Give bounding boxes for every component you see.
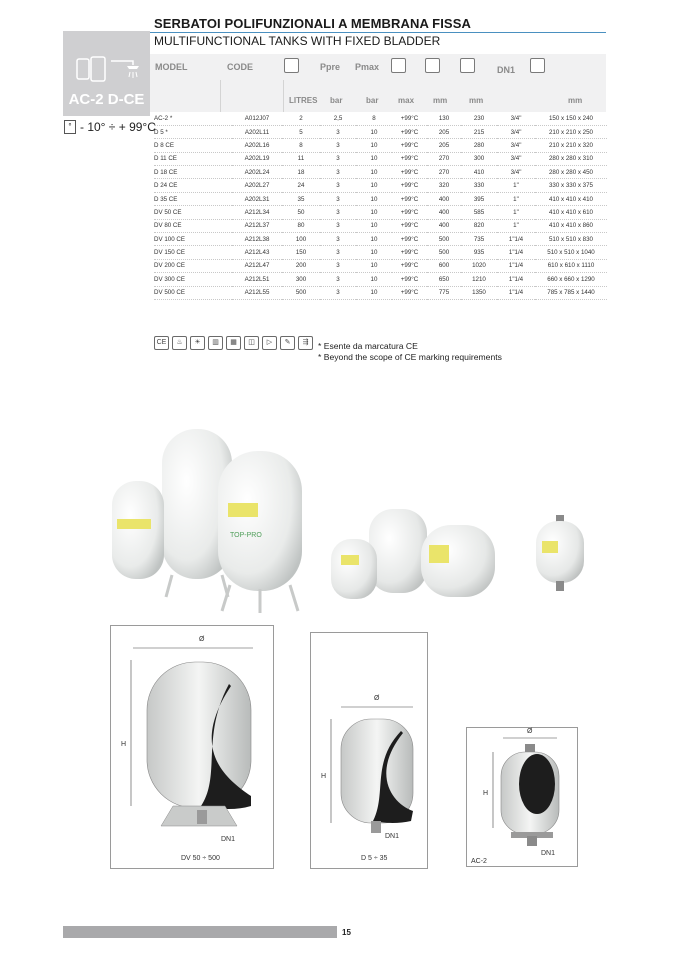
table-cell: 130: [427, 112, 461, 125]
table-cell: 24: [282, 179, 320, 192]
col-dn1-header: DN1: [497, 65, 516, 75]
table-cell: 280 x 280 x 310: [535, 152, 607, 165]
table-cell: 3: [320, 125, 356, 138]
product-photo-small-tanks: [325, 505, 500, 605]
table-cell: 600: [427, 259, 461, 272]
table-row: [154, 152, 607, 165]
table-cell: 2,5: [320, 112, 356, 125]
table-cell: +99°C: [392, 192, 427, 205]
height-icon: [460, 58, 475, 73]
table-cell: 500: [282, 286, 320, 299]
note-italian: * Esente da marcatura CE: [318, 341, 418, 351]
table-cell: 1"1/4: [497, 233, 535, 246]
table-cell: AC-2 *: [154, 112, 232, 125]
table-cell: +99°C: [392, 246, 427, 259]
table-cell: D 18 CE: [154, 166, 232, 179]
cert-icon: ◫: [244, 336, 259, 350]
table-cell: +99°C: [392, 139, 427, 152]
drawing-ac2: [466, 727, 578, 867]
table-cell: 3/4": [497, 139, 535, 152]
water-icon: ▥: [208, 336, 223, 350]
table-cell: A212L51: [232, 273, 282, 286]
drawing-range-label: D 5 ÷ 35: [361, 855, 388, 862]
table-row: [154, 179, 607, 192]
table-cell: 10: [356, 179, 392, 192]
ce-mark-icon: CE: [154, 336, 169, 350]
table-cell: 10: [356, 259, 392, 272]
table-cell: 3: [320, 152, 356, 165]
dim-height-label: H: [483, 790, 489, 797]
table-cell: 270: [427, 152, 461, 165]
table-row: [154, 206, 607, 219]
solar-icon: ☀: [190, 336, 205, 350]
table-cell: 3/4": [497, 112, 535, 125]
table-cell: 10: [356, 139, 392, 152]
table-cell: +99°C: [392, 259, 427, 272]
table-cell: DV 150 CE: [154, 246, 232, 259]
table-cell: 585: [461, 206, 497, 219]
spec-table: [154, 112, 607, 300]
table-cell: +99°C: [392, 273, 427, 286]
table-cell: 10: [356, 206, 392, 219]
tank-drawing-ac2: [467, 728, 579, 868]
table-row: [154, 192, 607, 205]
table-cell: D 24 CE: [154, 179, 232, 192]
unit-litres: LITRES: [289, 96, 318, 105]
table-cell: 300: [461, 152, 497, 165]
table-cell: 10: [356, 273, 392, 286]
unit-height: mm: [469, 96, 484, 105]
table-cell: 3: [320, 259, 356, 272]
table-cell: 10: [356, 286, 392, 299]
table-cell: 1"1/4: [497, 259, 535, 272]
drawing-d-series: [310, 632, 428, 869]
table-cell: 785 x 785 x 1440: [535, 286, 607, 299]
table-cell: 10: [356, 152, 392, 165]
table-cell: 3: [320, 286, 356, 299]
table-cell: A202L31: [232, 192, 282, 205]
table-cell: 10: [356, 246, 392, 259]
col-pmax-header: Pmax: [355, 62, 380, 72]
table-cell: 510 x 510 x 830: [535, 233, 607, 246]
table-row: [154, 246, 607, 259]
table-cell: A202L19: [232, 152, 282, 165]
diameter-icon: [425, 58, 440, 73]
table-cell: +99°C: [392, 233, 427, 246]
col-model-header: MODEL: [155, 62, 188, 72]
table-cell: D 5 *: [154, 125, 232, 138]
table-cell: 10: [356, 125, 392, 138]
table-cell: 410 x 410 x 860: [535, 219, 607, 232]
table-cell: 1"1/4: [497, 273, 535, 286]
table-cell: 3: [320, 206, 356, 219]
table-cell: 3: [320, 192, 356, 205]
table-row: [154, 125, 607, 138]
table-cell: DV 50 CE: [154, 206, 232, 219]
page-number: 15: [342, 928, 351, 937]
table-cell: 5: [282, 125, 320, 138]
table-cell: 1": [497, 219, 535, 232]
table-cell: 1": [497, 192, 535, 205]
table-cell: 735: [461, 233, 497, 246]
table-cell: 8: [282, 139, 320, 152]
table-cell: 610 x 610 x 1110: [535, 259, 607, 272]
page-title: SERBATOI POLIFUNZIONALI A MEMBRANA FISSA: [154, 16, 471, 31]
table-cell: D 8 CE: [154, 139, 232, 152]
table-cell: +99°C: [392, 112, 427, 125]
package-icon: [530, 58, 545, 73]
table-cell: 410: [461, 166, 497, 179]
table-cell: 1350: [461, 286, 497, 299]
table-cell: 3: [320, 273, 356, 286]
table-cell: 215: [461, 125, 497, 138]
table-cell: 210 x 210 x 320: [535, 139, 607, 152]
title-divider: [150, 32, 606, 33]
table-cell: 1": [497, 179, 535, 192]
table-cell: 330: [461, 179, 497, 192]
table-cell: 1"1/4: [497, 286, 535, 299]
unit-pmax: bar: [366, 96, 379, 105]
table-cell: 230: [461, 112, 497, 125]
unit-package: mm: [568, 96, 583, 105]
tank-drawing-dv: [111, 626, 275, 870]
table-cell: 410 x 410 x 610: [535, 206, 607, 219]
table-cell: D 35 CE: [154, 192, 232, 205]
table-cell: DV 300 CE: [154, 273, 232, 286]
table-cell: +99°C: [392, 152, 427, 165]
dim-diameter-label: Ø: [527, 728, 533, 735]
table-cell: DV 80 CE: [154, 219, 232, 232]
table-cell: A212L37: [232, 219, 282, 232]
dn1-label: DN1: [541, 850, 556, 857]
table-cell: 400: [427, 219, 461, 232]
table-cell: DV 500 CE: [154, 286, 232, 299]
table-cell: A212L38: [232, 233, 282, 246]
footer-bar: [63, 926, 337, 938]
table-cell: 10: [356, 233, 392, 246]
table-row: [154, 112, 607, 125]
flow-icon: ⇶: [298, 336, 313, 350]
table-cell: +99°C: [392, 179, 427, 192]
table-cell: 1"1/4: [497, 246, 535, 259]
table-row: [154, 166, 607, 179]
dim-diameter-label: Ø: [374, 695, 380, 702]
product-photo-large-tanks: [100, 415, 315, 615]
pressure-icon: ▦: [226, 336, 241, 350]
table-cell: 280: [461, 139, 497, 152]
drawing-range-label: DV 50 ÷ 500: [181, 855, 220, 862]
table-cell: 205: [427, 139, 461, 152]
table-cell: 500: [427, 233, 461, 246]
table-cell: 1210: [461, 273, 497, 286]
table-cell: A202L11: [232, 125, 282, 138]
dim-height-label: H: [321, 773, 327, 780]
table-cell: 3/4": [497, 166, 535, 179]
thermometer-icon: °: [64, 120, 76, 134]
page-subtitle: MULTIFUNCTIONAL TANKS WITH FIXED BLADDER: [154, 34, 441, 48]
heating-icon: ♨: [172, 336, 187, 350]
drawing-dv-series: [110, 625, 274, 869]
table-cell: 205: [427, 125, 461, 138]
col-ppre-header: Ppre: [320, 62, 341, 72]
table-cell: A202L24: [232, 166, 282, 179]
drawing-range-label: AC-2: [471, 858, 487, 865]
table-cell: 3: [320, 233, 356, 246]
table-cell: 3: [320, 139, 356, 152]
col-code-header: CODE: [227, 62, 254, 72]
table-cell: 500: [427, 246, 461, 259]
table-row: [154, 233, 607, 246]
table-cell: 3/4": [497, 125, 535, 138]
table-row: [154, 259, 607, 272]
table-cell: +99°C: [392, 125, 427, 138]
table-cell: 3/4": [497, 152, 535, 165]
tank-drawing-d: [311, 633, 429, 870]
table-cell: 2: [282, 112, 320, 125]
table-cell: 3: [320, 166, 356, 179]
table-row: [154, 286, 607, 299]
table-cell: 300: [282, 273, 320, 286]
table-cell: 10: [356, 166, 392, 179]
table-cell: 10: [356, 192, 392, 205]
table-cell: +99°C: [392, 286, 427, 299]
table-cell: 410 x 410 x 410: [535, 192, 607, 205]
temperature-label: - 10° ÷ + 99°C: [80, 120, 156, 134]
temperature-range: [64, 120, 156, 134]
table-cell: 320: [427, 179, 461, 192]
table-cell: 35: [282, 192, 320, 205]
table-cell: 3: [320, 179, 356, 192]
table-cell: +99°C: [392, 166, 427, 179]
table-cell: 1020: [461, 259, 497, 272]
table-cell: 11: [282, 152, 320, 165]
table-row: [154, 139, 607, 152]
table-cell: 650: [427, 273, 461, 286]
pump-icon: ▷: [262, 336, 277, 350]
table-cell: 270: [427, 166, 461, 179]
table-cell: DV 100 CE: [154, 233, 232, 246]
column-divider: [220, 80, 221, 112]
table-cell: 100: [282, 233, 320, 246]
table-cell: 210 x 210 x 250: [535, 125, 607, 138]
certification-icons: [154, 336, 313, 350]
dim-diameter-label: Ø: [199, 636, 205, 643]
table-cell: 80: [282, 219, 320, 232]
table-cell: 10: [356, 219, 392, 232]
table-cell: A212L34: [232, 206, 282, 219]
table-cell: A212L47: [232, 259, 282, 272]
table-cell: DV 200 CE: [154, 259, 232, 272]
unit-diameter: mm: [433, 96, 448, 105]
table-cell: 18: [282, 166, 320, 179]
table-cell: +99°C: [392, 219, 427, 232]
table-cell: 3: [320, 219, 356, 232]
unit-max: max: [398, 96, 415, 105]
table-cell: 330 x 330 x 375: [535, 179, 607, 192]
column-divider: [283, 80, 284, 112]
table-cell: 280 x 280 x 450: [535, 166, 607, 179]
table-cell: 150 x 150 x 240: [535, 112, 607, 125]
table-cell: A012J07: [232, 112, 282, 125]
product-name: AC-2 D-CE: [68, 91, 145, 108]
table-cell: 775: [427, 286, 461, 299]
table-cell: 200: [282, 259, 320, 272]
table-cell: 935: [461, 246, 497, 259]
note-english: * Beyond the scope of CE marking requirements: [318, 352, 502, 362]
brand-label: TOP-PRO: [230, 532, 262, 539]
table-cell: 3: [320, 246, 356, 259]
table-cell: A212L43: [232, 246, 282, 259]
tool-icon: ✎: [280, 336, 295, 350]
thermometer-icon: [391, 58, 406, 73]
dim-height-label: H: [121, 741, 127, 748]
dn1-label: DN1: [221, 836, 236, 843]
table-cell: 820: [461, 219, 497, 232]
table-cell: 510 x 510 x 1040: [535, 246, 607, 259]
table-row: [154, 273, 607, 286]
table-cell: A202L27: [232, 179, 282, 192]
table-cell: D 11 CE: [154, 152, 232, 165]
table-cell: +99°C: [392, 206, 427, 219]
product-badge: [63, 31, 150, 116]
table-cell: 1": [497, 206, 535, 219]
table-cell: 400: [427, 206, 461, 219]
table-cell: 8: [356, 112, 392, 125]
boiler-shower-icon: [71, 53, 143, 85]
volume-icon: [284, 58, 299, 73]
table-row: [154, 219, 607, 232]
table-cell: 50: [282, 206, 320, 219]
table-cell: A212L55: [232, 286, 282, 299]
product-photo-ac2: [530, 515, 590, 595]
table-cell: 660 x 660 x 1290: [535, 273, 607, 286]
unit-ppre: bar: [330, 96, 343, 105]
table-cell: A202L16: [232, 139, 282, 152]
table-cell: 150: [282, 246, 320, 259]
table-cell: 400: [427, 192, 461, 205]
table-cell: 395: [461, 192, 497, 205]
dn1-label: DN1: [385, 833, 400, 840]
